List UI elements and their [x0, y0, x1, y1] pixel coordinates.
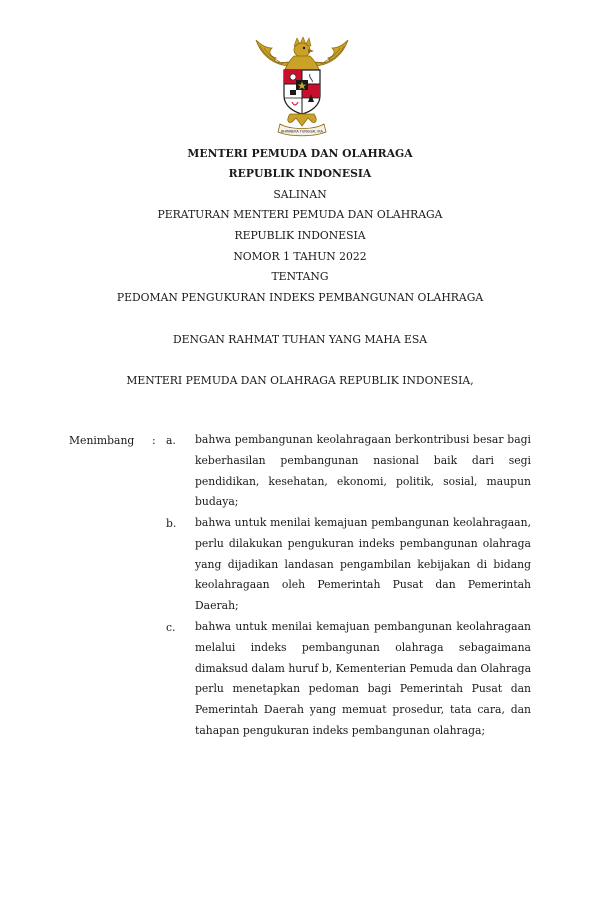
title-line-2: REPUBLIK INDONESIA: [228, 167, 372, 180]
garuda-pancasila-emblem: [250, 36, 354, 140]
regulation-name-line-2: REPUBLIK INDONESIA: [234, 229, 366, 242]
considerations-label: Menimbang: [69, 434, 135, 447]
considerations-separator: :: [152, 434, 156, 447]
consideration-letter-a: a.: [166, 434, 176, 447]
issuer: MENTERI PEMUDA DAN OLAHRAGA REPUBLIK INDONESIA,: [126, 374, 474, 387]
emblem-motto: BHINNEKA TUNGGAL IKA: [281, 129, 323, 134]
about-label: TENTANG: [271, 270, 329, 283]
copy-label: SALINAN: [273, 188, 327, 201]
invocation: DENGAN RAHMAT TUHAN YANG MAHA ESA: [172, 333, 428, 346]
consideration-letter-b: b.: [166, 517, 177, 530]
regulation-number: NOMOR 1 TAHUN 2022: [233, 250, 367, 263]
title-line-1: MENTERI PEMUDA DAN OLAHRAGA: [187, 147, 413, 160]
consideration-letter-c: c.: [166, 621, 176, 634]
regulation-subject: PEDOMAN PENGUKURAN INDEKS PEMBANGUNAN OLAHRAGA: [116, 291, 484, 304]
consideration-text-c: bahwa untuk menilai kemajuan pembangunan keolahragaan melalui indeks pembangunan olahraga sebagaimana dimaksud dalam huruf b, Kementerian Pemuda dan Olahraga perlu menetapkan pedoman bagi Pemerintah Pusat dan Pemerintah Daerah yang memuat prosedur, tata cara, dan tahapan pengukuran indeks pembangunan olahraga;: [195, 620, 531, 737]
consideration-text-b: bahwa untuk menilai kemajuan pembangunan keolahragaan, perlu dilakukan pengukuran indeks pembangunan olahraga yang dijadikan landasan pengambilan kebijakan di bidang keolahragaan oleh Pemerintah Pusat dan Pemerintah Daerah;: [195, 516, 531, 613]
consideration-text-a: bahwa pembangunan keolahragaan berkontribusi besar bagi keberhasilan pembangunan nasional baik dari segi pendidikan, kesehatan, ekonomi, politik, sosial, maupun budaya;: [195, 433, 531, 509]
regulation-name-line-1: PERATURAN MENTERI PEMUDA DAN OLAHRAGA: [157, 208, 443, 221]
